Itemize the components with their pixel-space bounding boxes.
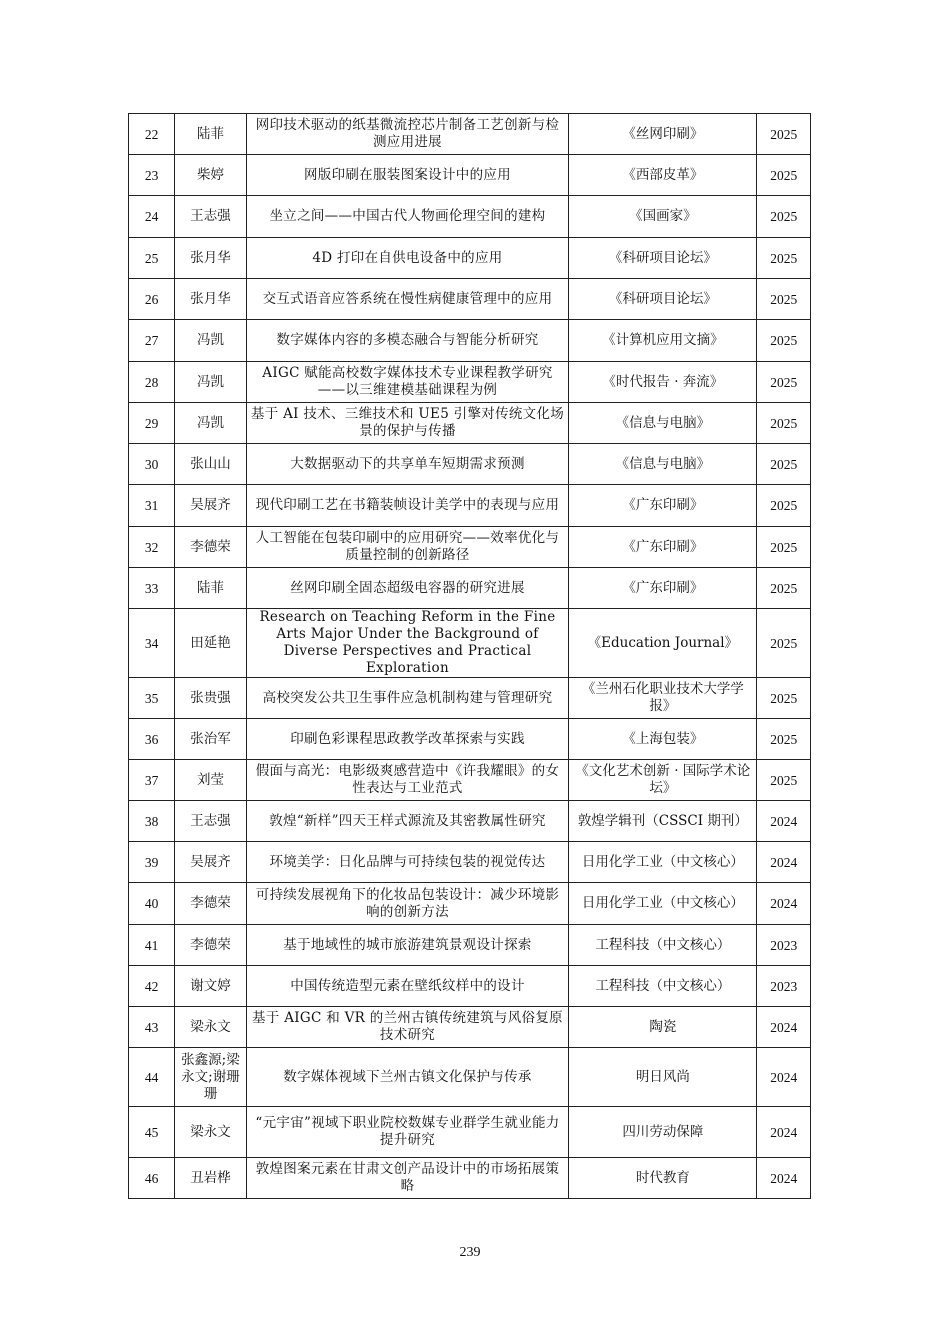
row-year: 2025 [757,320,811,362]
table-row [129,609,811,678]
row-author: 李德荣 [175,883,246,925]
table-row [129,568,811,609]
row-author: 李德荣 [175,527,246,568]
row-journal: 《Education Journal》 [569,609,757,678]
row-year: 2023 [757,966,811,1007]
row-author: 陆菲 [175,568,246,609]
table-row [129,403,811,444]
row-author: 张鑫源;梁永文;谢珊珊 [175,1048,246,1107]
table-row [129,1107,811,1158]
row-journal: 四川劳动保障 [569,1107,757,1158]
row-author: 梁永文 [175,1007,246,1048]
row-journal: 《文化艺术创新 · 国际学术论坛》 [569,760,757,801]
row-number: 23 [129,155,175,196]
table-row [129,196,811,238]
row-journal: 《信息与电脑》 [569,444,757,485]
row-author: 吴展齐 [175,485,246,527]
row-journal: 《科研项目论坛》 [569,238,757,279]
row-journal: 时代教育 [569,1158,757,1199]
row-author: 丑岩桦 [175,1158,246,1199]
row-number: 45 [129,1107,175,1158]
row-title: 基于 AI 技术、三维技术和 UE5 引擎对传统文化场景的保护与传播 [246,403,569,444]
table-row [129,485,811,527]
row-journal: 《兰州石化职业技术大学学报》 [569,678,757,719]
row-journal: 《科研项目论坛》 [569,279,757,320]
row-year: 2025 [757,403,811,444]
row-title: 中国传统造型元素在壁纸纹样中的设计 [246,966,569,1007]
row-year: 2025 [757,444,811,485]
row-year: 2024 [757,842,811,883]
row-title: 交互式语音应答系统在慢性病健康管理中的应用 [246,279,569,320]
row-title: 假面与高光：电影级爽感营造中《许我耀眼》的女性表达与工业范式 [246,760,569,801]
row-journal: 《广东印刷》 [569,568,757,609]
row-author: 田延艳 [175,609,246,678]
row-title: “元宇宙”视域下职业院校数媒专业群学生就业能力提升研究 [246,1107,569,1158]
table-row [129,1158,811,1199]
row-author: 冯凯 [175,362,246,403]
row-title: AIGC 赋能高校数字媒体技术专业课程教学研究——以三维建模基础课程为例 [246,362,569,403]
row-journal: 《广东印刷》 [569,527,757,568]
row-number: 40 [129,883,175,925]
row-author: 王志强 [175,801,246,842]
row-title: 可持续发展视角下的化妆品包装设计：减少环境影响的创新方法 [246,883,569,925]
table-row [129,760,811,801]
table-row [129,527,811,568]
table-row [129,320,811,362]
row-title: 高校突发公共卫生事件应急机制构建与管理研究 [246,678,569,719]
row-number: 37 [129,760,175,801]
row-number: 24 [129,196,175,238]
row-journal: 工程科技（中文核心） [569,925,757,966]
row-author: 柴婷 [175,155,246,196]
row-number: 28 [129,362,175,403]
row-journal: 工程科技（中文核心） [569,966,757,1007]
row-number: 35 [129,678,175,719]
table-row [129,1048,811,1107]
row-title: 数字媒体视域下兰州古镇文化保护与传承 [246,1048,569,1107]
row-journal: 《上海包装》 [569,719,757,760]
row-journal: 日用化学工业（中文核心） [569,842,757,883]
row-title: 丝网印刷全固态超级电容器的研究进展 [246,568,569,609]
table-row [129,155,811,196]
row-year: 2025 [757,678,811,719]
row-year: 2025 [757,279,811,320]
row-title: 敦煌图案元素在甘肃文创产品设计中的市场拓展策略 [246,1158,569,1199]
row-author: 张贵强 [175,678,246,719]
page-number: 239 [459,1245,481,1260]
table-row [129,1007,811,1048]
row-author: 冯凯 [175,403,246,444]
row-number: 42 [129,966,175,1007]
row-journal: 日用化学工业（中文核心） [569,883,757,925]
row-number: 29 [129,403,175,444]
row-number: 39 [129,842,175,883]
row-author: 张月华 [175,279,246,320]
row-year: 2024 [757,1158,811,1199]
row-author: 张治军 [175,719,246,760]
row-year: 2025 [757,485,811,527]
row-title: 现代印刷工艺在书籍装帧设计美学中的表现与应用 [246,485,569,527]
table-row [129,444,811,485]
row-author: 梁永文 [175,1107,246,1158]
row-title: 环境美学：日化品牌与可持续包装的视觉传达 [246,842,569,883]
table-row [129,238,811,279]
row-year: 2024 [757,883,811,925]
row-number: 32 [129,527,175,568]
table-row [129,966,811,1007]
row-journal: 《西部皮革》 [569,155,757,196]
table-row [129,801,811,842]
row-author: 张月华 [175,238,246,279]
row-number: 26 [129,279,175,320]
row-author: 李德荣 [175,925,246,966]
row-year: 2024 [757,1007,811,1048]
row-title: 基于地域性的城市旅游建筑景观设计探索 [246,925,569,966]
row-number: 22 [129,114,175,155]
row-year: 2025 [757,362,811,403]
row-year: 2025 [757,155,811,196]
publication-table-body [129,114,811,1199]
row-year: 2024 [757,1048,811,1107]
table-row [129,114,811,155]
row-year: 2025 [757,568,811,609]
row-author: 张山山 [175,444,246,485]
row-author: 吴展齐 [175,842,246,883]
row-title: 数字媒体内容的多模态融合与智能分析研究 [246,320,569,362]
row-year: 2024 [757,1107,811,1158]
publication-table [128,113,811,1199]
row-title: 基于 AIGC 和 VR 的兰州古镇传统建筑与风俗复原技术研究 [246,1007,569,1048]
row-journal: 明日风尚 [569,1048,757,1107]
row-journal: 《国画家》 [569,196,757,238]
row-number: 41 [129,925,175,966]
row-journal: 《计算机应用文摘》 [569,320,757,362]
table-row [129,925,811,966]
row-journal: 《丝网印刷》 [569,114,757,155]
row-year: 2025 [757,196,811,238]
row-title: Research on Teaching Reform in the Fine Arts Major Under the Background of Diverse Perspectives and Practical Exploration [246,609,569,678]
row-year: 2025 [757,114,811,155]
row-number: 43 [129,1007,175,1048]
row-journal: 陶瓷 [569,1007,757,1048]
row-year: 2025 [757,760,811,801]
row-journal: 《信息与电脑》 [569,403,757,444]
row-title: 网版印刷在服装图案设计中的应用 [246,155,569,196]
row-author: 冯凯 [175,320,246,362]
row-number: 36 [129,719,175,760]
row-year: 2025 [757,238,811,279]
row-journal: 《广东印刷》 [569,485,757,527]
row-number: 34 [129,609,175,678]
row-year: 2025 [757,719,811,760]
table-row [129,678,811,719]
row-title: 坐立之间——中国古代人物画伦理空间的建构 [246,196,569,238]
row-author: 谢文婷 [175,966,246,1007]
table-row [129,719,811,760]
row-year: 2024 [757,801,811,842]
row-journal: 敦煌学辑刊（CSSCI 期刊） [569,801,757,842]
row-title: 人工智能在包装印刷中的应用研究——效率优化与质量控制的创新路径 [246,527,569,568]
row-year: 2025 [757,609,811,678]
row-title: 印刷色彩课程思政教学改革探索与实践 [246,719,569,760]
row-author: 陆菲 [175,114,246,155]
table-row [129,279,811,320]
row-number: 27 [129,320,175,362]
row-title: 大数据驱动下的共享单车短期需求预测 [246,444,569,485]
row-number: 31 [129,485,175,527]
row-journal: 《时代报告 · 奔流》 [569,362,757,403]
row-number: 33 [129,568,175,609]
row-number: 38 [129,801,175,842]
table-row [129,883,811,925]
row-title: 网印技术驱动的纸基微流控芯片制备工艺创新与检测应用进展 [246,114,569,155]
row-number: 46 [129,1158,175,1199]
table-row [129,362,811,403]
row-author: 刘莹 [175,760,246,801]
row-number: 44 [129,1048,175,1107]
row-number: 30 [129,444,175,485]
row-year: 2023 [757,925,811,966]
row-title: 敦煌“新样”四天王样式源流及其密教属性研究 [246,801,569,842]
row-title: 4D 打印在自供电设备中的应用 [246,238,569,279]
row-author: 王志强 [175,196,246,238]
row-number: 25 [129,238,175,279]
row-year: 2025 [757,527,811,568]
table-row [129,842,811,883]
